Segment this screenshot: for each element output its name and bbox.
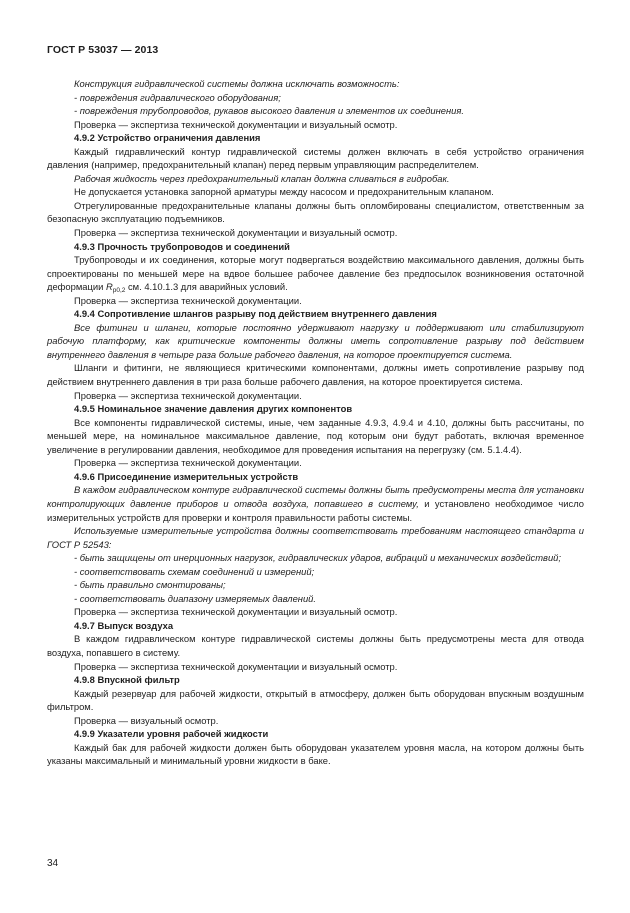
paragraph: Отрегулированные предохранительные клапаны должны быть опломбированы специалистом, ответственным за безопасную эксплуатацию подъемников. xyxy=(47,199,584,225)
verification-note: Проверка — визуальный осмотр. xyxy=(74,714,219,726)
paragraph xyxy=(47,253,584,294)
verification-note: Проверка — экспертиза технической документации и визуальный осмотр. xyxy=(74,118,398,130)
paragraph: Каждый бак для рабочей жидкости должен быть оборудован указателем уровня масла, на котором должны быть указаны максимальный и минимальный уровни жидкости в баке. xyxy=(47,741,584,767)
paragraph: Конструкция гидравлической системы должна исключать возможность: xyxy=(74,78,400,89)
list-item: - повреждения гидравлического оборудования; xyxy=(74,91,281,103)
text-span: В каждом гидравлическом контуре гидравлической системы должны быть предусмотрены места для установки контролирующих давление приборов и отвода воздуха, попавшего в систему, xyxy=(47,484,584,509)
paragraph: Все фитинги и шланги, которые постоянно удерживают нагрузку и поддерживают или стабилизируют рабочую платформу, как критические компоненты должны иметь сопротивление разрыву под действием внутреннего давления в четыре раза больше рабочего давления, на которое проектируется система. xyxy=(47,321,584,360)
text-span: см. 4.10.1.3 для аварийных условий. xyxy=(125,281,288,293)
section-heading-4-9-4: 4.9.4 Сопротивление шлангов разрыву под действием внутреннего давления xyxy=(74,308,437,320)
paragraph xyxy=(47,483,584,524)
section-heading-4-9-3: 4.9.3 Прочность трубопроводов и соединений xyxy=(74,240,290,252)
text-span: Трубопроводы и их соединения, которые могут подвергаться воздействию максимального давления, должны быть спроектированы по меньшей мере на вдвое большее рабочее давление без предпосылок возникновения остаточной деформации xyxy=(47,254,584,293)
section-heading-4-9-9: 4.9.9 Указатели уровня рабочей жидкости xyxy=(74,728,269,740)
list-item: - соответствовать диапазону измеряемых давлений. xyxy=(74,592,317,604)
verification-note: Проверка — экспертиза технической документации и визуальный осмотр. xyxy=(74,606,398,618)
verification-note: Проверка — экспертиза технической документации. xyxy=(74,457,302,469)
section-heading-4-9-2: 4.9.2 Устройство ограничения давления xyxy=(74,132,261,144)
page-number: 34 xyxy=(47,858,59,869)
paragraph: Каждый резервуар для рабочей жидкости, открытый в атмосферу, должен быть оборудован впускным воздушным фильтром. xyxy=(47,687,584,713)
list-item: - соответствовать схемам соединений и измерений; xyxy=(74,565,315,577)
verification-note: Проверка — экспертиза технической документации. xyxy=(74,389,302,401)
verification-note: Проверка — экспертиза технической документации. xyxy=(74,294,302,306)
paragraph: Рабочая жидкость через предохранительный клапан должна сливаться в гидробак. xyxy=(74,172,450,184)
paragraph: Шланги и фитинги, не являющиеся критическими компонентами, должны иметь сопротивление разрыву под действием внутреннего давления в три раза больше рабочего давления, на которое проектируется система. xyxy=(47,362,584,388)
section-heading-4-9-5: 4.9.5 Номинальное значение давления других компонентов xyxy=(74,403,353,415)
paragraph: Используемые измерительные устройства должны соответствовать требованиям настоящего стандарта и ГОСТ Р 52543: xyxy=(47,525,584,550)
paragraph: Не допускается установка запорной арматуры между насосом и предохранительным клапаном. xyxy=(74,186,494,198)
text-span: и установлено необходимое число измерительных устройств для проверки и контроля правильности работы системы. xyxy=(47,497,585,523)
paragraph: Каждый гидравлический контур гидравлической системы должен включать в себя устройство ограничения давления (например, предохранительный клапан) перед первым управляющим распределителем. xyxy=(47,145,584,171)
document-body xyxy=(47,77,584,768)
paragraph: В каждом гидравлическом контуре гидравлической системы должны быть предусмотрены места для отвода воздуха, попавшего в систему. xyxy=(47,633,584,658)
paragraph: Все компоненты гидравлической системы, иные, чем заданные 4.9.3, 4.9.4 и 4.10, должны быть рассчитаны, по меньшей мере, на номинальное максимальное давление, под которым они будут работать, включая временное увеличение в регулировании давления, необходимое для проведения испытания на перегрузку (см. 5.1.4.4). xyxy=(47,416,584,455)
verification-note: Проверка — экспертиза технической документации и визуальный осмотр. xyxy=(74,660,398,672)
verification-note: Проверка — экспертиза технической документации и визуальный осмотр. xyxy=(74,227,398,239)
section-heading-4-9-6: 4.9.6 Присоединение измерительных устройств xyxy=(74,470,299,482)
section-heading-4-9-8: 4.9.8 Впускной фильтр xyxy=(74,674,180,686)
symbol: R xyxy=(105,281,113,293)
page-header: ГОСТ Р 53037 — 2013 xyxy=(47,44,159,56)
subscript: p0,2 xyxy=(112,287,126,295)
list-item: - быть защищены от инерционных нагрузок, гидравлических ударов, вибраций и механических воздействий; xyxy=(74,552,561,564)
list-item: - повреждения трубопроводов, рукавов высокого давления и элементов их соединения. xyxy=(74,105,464,117)
list-item: - быть правильно смонтированы; xyxy=(74,579,226,591)
section-heading-4-9-7: 4.9.7 Выпуск воздуха xyxy=(74,619,174,631)
